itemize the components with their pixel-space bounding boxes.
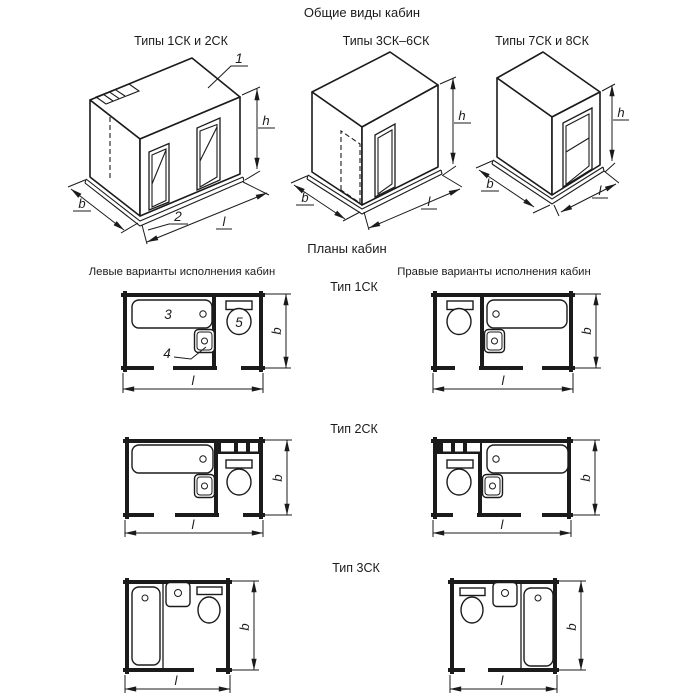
dim-h-letter: h: [262, 113, 270, 128]
dimension-b: [265, 440, 292, 515]
plan-1sk-right: [433, 293, 601, 393]
dimension-b: [575, 294, 601, 368]
dim-b-letter: b: [78, 196, 86, 211]
isometric-view-1sk-2sk: [68, 34, 275, 244]
plan-2sk-right: [433, 439, 600, 537]
bathtub-drain: [493, 456, 499, 462]
dim-b-letter: b: [564, 623, 579, 631]
ventilation-block: [214, 439, 261, 454]
ventilation-block: [435, 439, 482, 454]
left-variants-caption: Левые варианты исполнения кабин: [88, 266, 276, 278]
toilet-tank: [226, 460, 252, 468]
plan-type-2-label: Тип 2СК: [330, 422, 378, 436]
toilet-tank: [460, 588, 485, 596]
toilet-bowl: [447, 469, 471, 495]
dim-l-letter: l: [191, 517, 195, 532]
dimension-l: [125, 517, 263, 537]
dimension-l: [433, 373, 573, 393]
dim-b-letter: b: [578, 474, 593, 482]
dimension-l: [123, 373, 263, 393]
dim-b-letter: b: [301, 190, 309, 205]
toilet-bowl: [447, 309, 471, 335]
bathtub-drain: [142, 595, 148, 601]
callout-3-number: 3: [164, 307, 172, 322]
dim-h-letter: h: [617, 105, 625, 120]
dimension-b: [573, 440, 600, 515]
toilet-tank: [447, 460, 473, 468]
plan-3sk-right: [450, 580, 586, 693]
callout-roof-panel: [208, 51, 248, 88]
washbasin-drain: [492, 338, 498, 344]
dim-l-letter: l: [174, 673, 178, 688]
bathtub-drain: [200, 456, 206, 462]
view-1-label: Типы 1СК и 2СК: [134, 34, 228, 48]
plan-3sk-left: [125, 580, 259, 693]
view-2-label: Типы 3СК–6СК: [342, 34, 430, 48]
general-views-title: Общие виды кабин: [303, 5, 421, 20]
bathtub-drain: [535, 595, 541, 601]
dim-l-letter: l: [500, 673, 504, 688]
dimension-h: [602, 84, 629, 172]
washbasin-drain: [490, 483, 496, 489]
dim-l-letter: l: [500, 517, 504, 532]
dim-l-letter: l: [222, 214, 226, 229]
dimension-l: [125, 673, 230, 693]
callout-5-number: 5: [235, 315, 243, 330]
washbasin-drain: [175, 590, 182, 597]
plan-type-1-label: Тип 1СК: [330, 280, 378, 294]
dimension-l: [450, 673, 557, 693]
view-3-label: Типы 7СК и 8СК: [495, 34, 589, 48]
dim-l-letter: l: [427, 194, 431, 209]
dim-l-letter: l: [191, 373, 195, 388]
plan-2sk-left: [125, 439, 292, 537]
dimension-b: [559, 581, 586, 670]
dim-b-letter: b: [269, 327, 284, 335]
right-variants-caption: Правые варианты исполнения кабин: [397, 266, 591, 278]
callout-4-number: 4: [163, 346, 171, 361]
dim-b-letter: b: [486, 176, 494, 191]
dim-l-letter: l: [598, 183, 602, 198]
dimension-l: [433, 517, 571, 537]
dimension-b: [265, 294, 291, 368]
washbasin-drain: [202, 338, 208, 344]
dim-b-letter: b: [270, 474, 285, 482]
plan-type-3-label: Тип 3СК: [332, 561, 380, 575]
toilet-bowl: [227, 469, 251, 495]
plan-1sk-left: [123, 293, 291, 393]
callout-1-number: 1: [235, 51, 243, 66]
dimension-h: [242, 87, 275, 180]
isometric-view-3sk-6sk: [291, 34, 471, 230]
toilet-bowl: [461, 597, 483, 623]
dim-b-letter: b: [579, 327, 594, 335]
dimension-b: [232, 581, 259, 670]
dim-l-letter: l: [501, 373, 505, 388]
bathtub-drain: [493, 311, 499, 317]
toilet-bowl: [198, 597, 220, 623]
washbasin-drain: [502, 590, 509, 597]
callout-2-number: 2: [174, 209, 182, 224]
dim-b-letter: b: [237, 623, 252, 631]
washbasin-drain: [202, 483, 208, 489]
toilet-tank: [197, 587, 222, 595]
dim-h-letter: h: [458, 108, 466, 123]
plans-title: Планы кабин: [307, 241, 387, 256]
bathtub-drain: [200, 311, 206, 317]
dimension-h: [440, 77, 471, 175]
isometric-view-7sk-8sk: [476, 34, 629, 216]
